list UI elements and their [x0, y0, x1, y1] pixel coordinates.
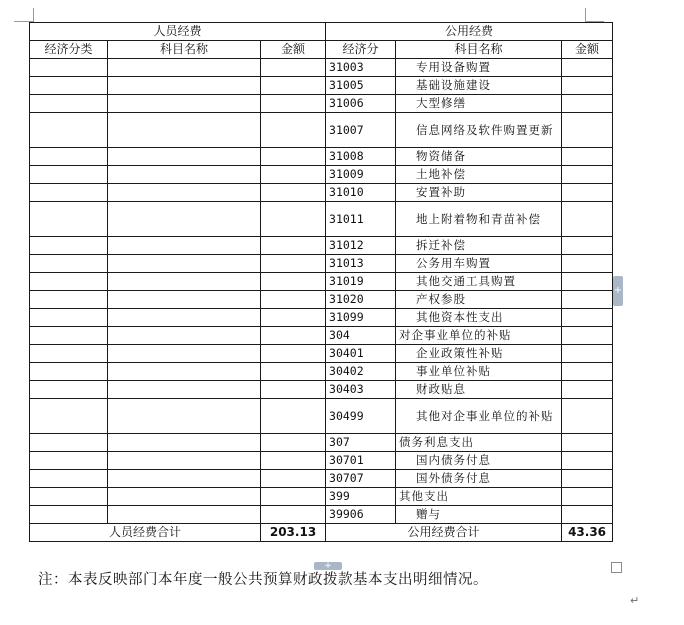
amount-cell [562, 77, 613, 95]
table-row [30, 309, 613, 327]
empty-personnel-cell [261, 59, 326, 77]
empty-personnel-cell [261, 381, 326, 399]
table-row [30, 202, 613, 237]
subject-name-cell: 专用设备购置 [396, 59, 562, 77]
empty-personnel-cell [30, 77, 108, 95]
economic-code-cell: 304 [326, 327, 396, 345]
economic-code-cell: 30701 [326, 452, 396, 470]
empty-personnel-cell [261, 95, 326, 113]
empty-personnel-cell [108, 452, 261, 470]
empty-personnel-cell [108, 291, 261, 309]
empty-personnel-cell [30, 148, 108, 166]
table-row [30, 255, 613, 273]
empty-personnel-cell [30, 166, 108, 184]
personnel-section-title: 人员经费 [30, 23, 326, 41]
empty-personnel-cell [108, 113, 261, 148]
empty-personnel-cell [30, 59, 108, 77]
empty-personnel-cell [261, 255, 326, 273]
table-row [30, 327, 613, 345]
table-row [30, 184, 613, 202]
subject-name-cell: 事业单位补贴 [396, 363, 562, 381]
economic-code-cell: 31099 [326, 309, 396, 327]
empty-personnel-cell [261, 452, 326, 470]
economic-code-cell: 307 [326, 434, 396, 452]
economic-code-cell: 31009 [326, 166, 396, 184]
table-row [30, 237, 613, 255]
margin-corner-mark [585, 8, 586, 22]
amount-cell [562, 488, 613, 506]
amount-cell [562, 166, 613, 184]
economic-code-cell: 31010 [326, 184, 396, 202]
empty-personnel-cell [108, 327, 261, 345]
empty-personnel-cell [261, 399, 326, 434]
empty-personnel-cell [261, 202, 326, 237]
amount-cell [562, 113, 613, 148]
empty-personnel-cell [30, 381, 108, 399]
empty-personnel-cell [108, 273, 261, 291]
empty-personnel-cell [30, 237, 108, 255]
amount-cell [562, 309, 613, 327]
empty-personnel-cell [30, 506, 108, 524]
table-rows [30, 59, 613, 524]
economic-code-cell: 30403 [326, 381, 396, 399]
empty-personnel-cell [30, 434, 108, 452]
empty-personnel-cell [261, 309, 326, 327]
subject-name-cell: 财政贴息 [396, 381, 562, 399]
subject-name-cell: 安置补助 [396, 184, 562, 202]
empty-personnel-cell [30, 327, 108, 345]
amount-cell [562, 345, 613, 363]
economic-code-cell: 30499 [326, 399, 396, 434]
empty-personnel-cell [108, 237, 261, 255]
empty-personnel-cell [108, 399, 261, 434]
empty-personnel-cell [261, 327, 326, 345]
empty-personnel-cell [261, 488, 326, 506]
column-header: 金额 [261, 41, 326, 59]
table-row [30, 381, 613, 399]
empty-personnel-cell [30, 291, 108, 309]
amount-cell [562, 59, 613, 77]
subject-name-cell: 拆迁补偿 [396, 237, 562, 255]
empty-personnel-cell [30, 345, 108, 363]
empty-personnel-cell [108, 363, 261, 381]
amount-cell [562, 273, 613, 291]
subject-name-cell: 地上附着物和青苗补偿 [396, 202, 562, 237]
table-add-row-handle[interactable]: + [314, 562, 342, 570]
empty-personnel-cell [30, 309, 108, 327]
table-row [30, 470, 613, 488]
table-row [30, 77, 613, 95]
subject-name-cell: 其他对企事业单位的补贴 [396, 399, 562, 434]
empty-personnel-cell [30, 202, 108, 237]
empty-personnel-cell [30, 113, 108, 148]
amount-cell [562, 470, 613, 488]
amount-cell [562, 381, 613, 399]
column-header: 科目名称 [108, 41, 261, 59]
economic-code-cell: 399 [326, 488, 396, 506]
table-row [30, 506, 613, 524]
empty-personnel-cell [261, 470, 326, 488]
table-row [30, 95, 613, 113]
subject-name-cell: 产权参股 [396, 291, 562, 309]
economic-code-cell: 31012 [326, 237, 396, 255]
economic-code-cell: 30401 [326, 345, 396, 363]
table-row [30, 113, 613, 148]
amount-cell [562, 327, 613, 345]
subject-name-cell: 企业政策性补贴 [396, 345, 562, 363]
empty-personnel-cell [30, 95, 108, 113]
subject-name-cell: 其他支出 [396, 488, 562, 506]
amount-cell [562, 184, 613, 202]
empty-personnel-cell [108, 470, 261, 488]
subject-name-cell: 公务用车购置 [396, 255, 562, 273]
empty-personnel-cell [108, 506, 261, 524]
table-note: 注：本表反映部门本年度一般公共预算财政拨款基本支出明细情况。 [38, 572, 488, 588]
subject-name-cell: 其他资本性支出 [396, 309, 562, 327]
economic-code-cell: 31006 [326, 95, 396, 113]
table-row [30, 452, 613, 470]
margin-corner-mark [33, 8, 34, 22]
economic-code-cell: 39906 [326, 506, 396, 524]
table-row [30, 273, 613, 291]
empty-personnel-cell [108, 434, 261, 452]
public-section-title: 公用经费 [326, 23, 613, 41]
table-row [30, 59, 613, 77]
economic-code-cell: 31003 [326, 59, 396, 77]
table-row [30, 166, 613, 184]
empty-personnel-cell [261, 237, 326, 255]
subject-name-cell: 赠与 [396, 506, 562, 524]
empty-personnel-cell [261, 291, 326, 309]
empty-personnel-cell [30, 363, 108, 381]
economic-code-cell: 31013 [326, 255, 396, 273]
empty-personnel-cell [108, 148, 261, 166]
amount-cell [562, 202, 613, 237]
public-total-label: 公用经费合计 [326, 524, 562, 542]
table-row [30, 148, 613, 166]
subject-name-cell: 债务利息支出 [396, 434, 562, 452]
economic-code-cell: 31011 [326, 202, 396, 237]
empty-personnel-cell [30, 470, 108, 488]
subject-name-cell: 大型修缮 [396, 95, 562, 113]
economic-code-cell: 31020 [326, 291, 396, 309]
subject-name-cell: 国外债务付息 [396, 470, 562, 488]
subject-name-cell: 物资储备 [396, 148, 562, 166]
empty-personnel-cell [261, 148, 326, 166]
subject-name-cell: 国内债务付息 [396, 452, 562, 470]
personnel-total-label: 人员经费合计 [30, 524, 261, 542]
amount-cell [562, 95, 613, 113]
basic-expenditure-table [29, 22, 613, 542]
amount-cell [562, 363, 613, 381]
empty-personnel-cell [30, 255, 108, 273]
empty-personnel-cell [261, 434, 326, 452]
column-header: 经济分类 [30, 41, 108, 59]
personnel-total-value: 203.13 [261, 524, 326, 542]
economic-code-cell: 31008 [326, 148, 396, 166]
amount-cell [562, 237, 613, 255]
subject-name-cell: 信息网络及软件购置更新 [396, 113, 562, 148]
table-row [30, 434, 613, 452]
empty-personnel-cell [108, 488, 261, 506]
amount-cell [562, 434, 613, 452]
empty-personnel-cell [30, 399, 108, 434]
empty-personnel-cell [30, 273, 108, 291]
column-header: 金额 [562, 41, 613, 59]
paragraph-mark-icon: ↵ [630, 594, 640, 607]
empty-personnel-cell [261, 77, 326, 95]
subject-name-cell: 土地补偿 [396, 166, 562, 184]
public-total-value: 43.36 [562, 524, 613, 542]
empty-personnel-cell [108, 309, 261, 327]
economic-code-cell: 31007 [326, 113, 396, 148]
empty-personnel-cell [108, 184, 261, 202]
empty-personnel-cell [108, 255, 261, 273]
empty-personnel-cell [30, 488, 108, 506]
table-row [30, 363, 613, 381]
empty-personnel-cell [108, 77, 261, 95]
amount-cell [562, 399, 613, 434]
column-header: 科目名称 [396, 41, 562, 59]
column-header: 经济分 [326, 41, 396, 59]
table-row [30, 345, 613, 363]
empty-personnel-cell [261, 506, 326, 524]
empty-personnel-cell [108, 59, 261, 77]
empty-personnel-cell [108, 202, 261, 237]
empty-personnel-cell [30, 184, 108, 202]
empty-personnel-cell [261, 273, 326, 291]
subject-name-cell: 对企事业单位的补贴 [396, 327, 562, 345]
table-row [30, 291, 613, 309]
economic-code-cell: 30707 [326, 470, 396, 488]
table-add-column-handle[interactable]: + [613, 276, 623, 306]
empty-personnel-cell [261, 363, 326, 381]
empty-personnel-cell [261, 113, 326, 148]
empty-personnel-cell [108, 95, 261, 113]
empty-personnel-cell [30, 452, 108, 470]
economic-code-cell: 30402 [326, 363, 396, 381]
amount-cell [562, 291, 613, 309]
empty-personnel-cell [108, 345, 261, 363]
economic-code-cell: 31019 [326, 273, 396, 291]
economic-code-cell: 31005 [326, 77, 396, 95]
table-row [30, 488, 613, 506]
subject-name-cell: 其他交通工具购置 [396, 273, 562, 291]
amount-cell [562, 255, 613, 273]
table-row [30, 399, 613, 434]
empty-personnel-cell [261, 166, 326, 184]
table-resize-handle[interactable] [611, 562, 622, 573]
amount-cell [562, 452, 613, 470]
subject-name-cell: 基础设施建设 [396, 77, 562, 95]
empty-personnel-cell [261, 345, 326, 363]
empty-personnel-cell [261, 184, 326, 202]
empty-personnel-cell [108, 166, 261, 184]
amount-cell [562, 148, 613, 166]
amount-cell [562, 506, 613, 524]
empty-personnel-cell [108, 381, 261, 399]
